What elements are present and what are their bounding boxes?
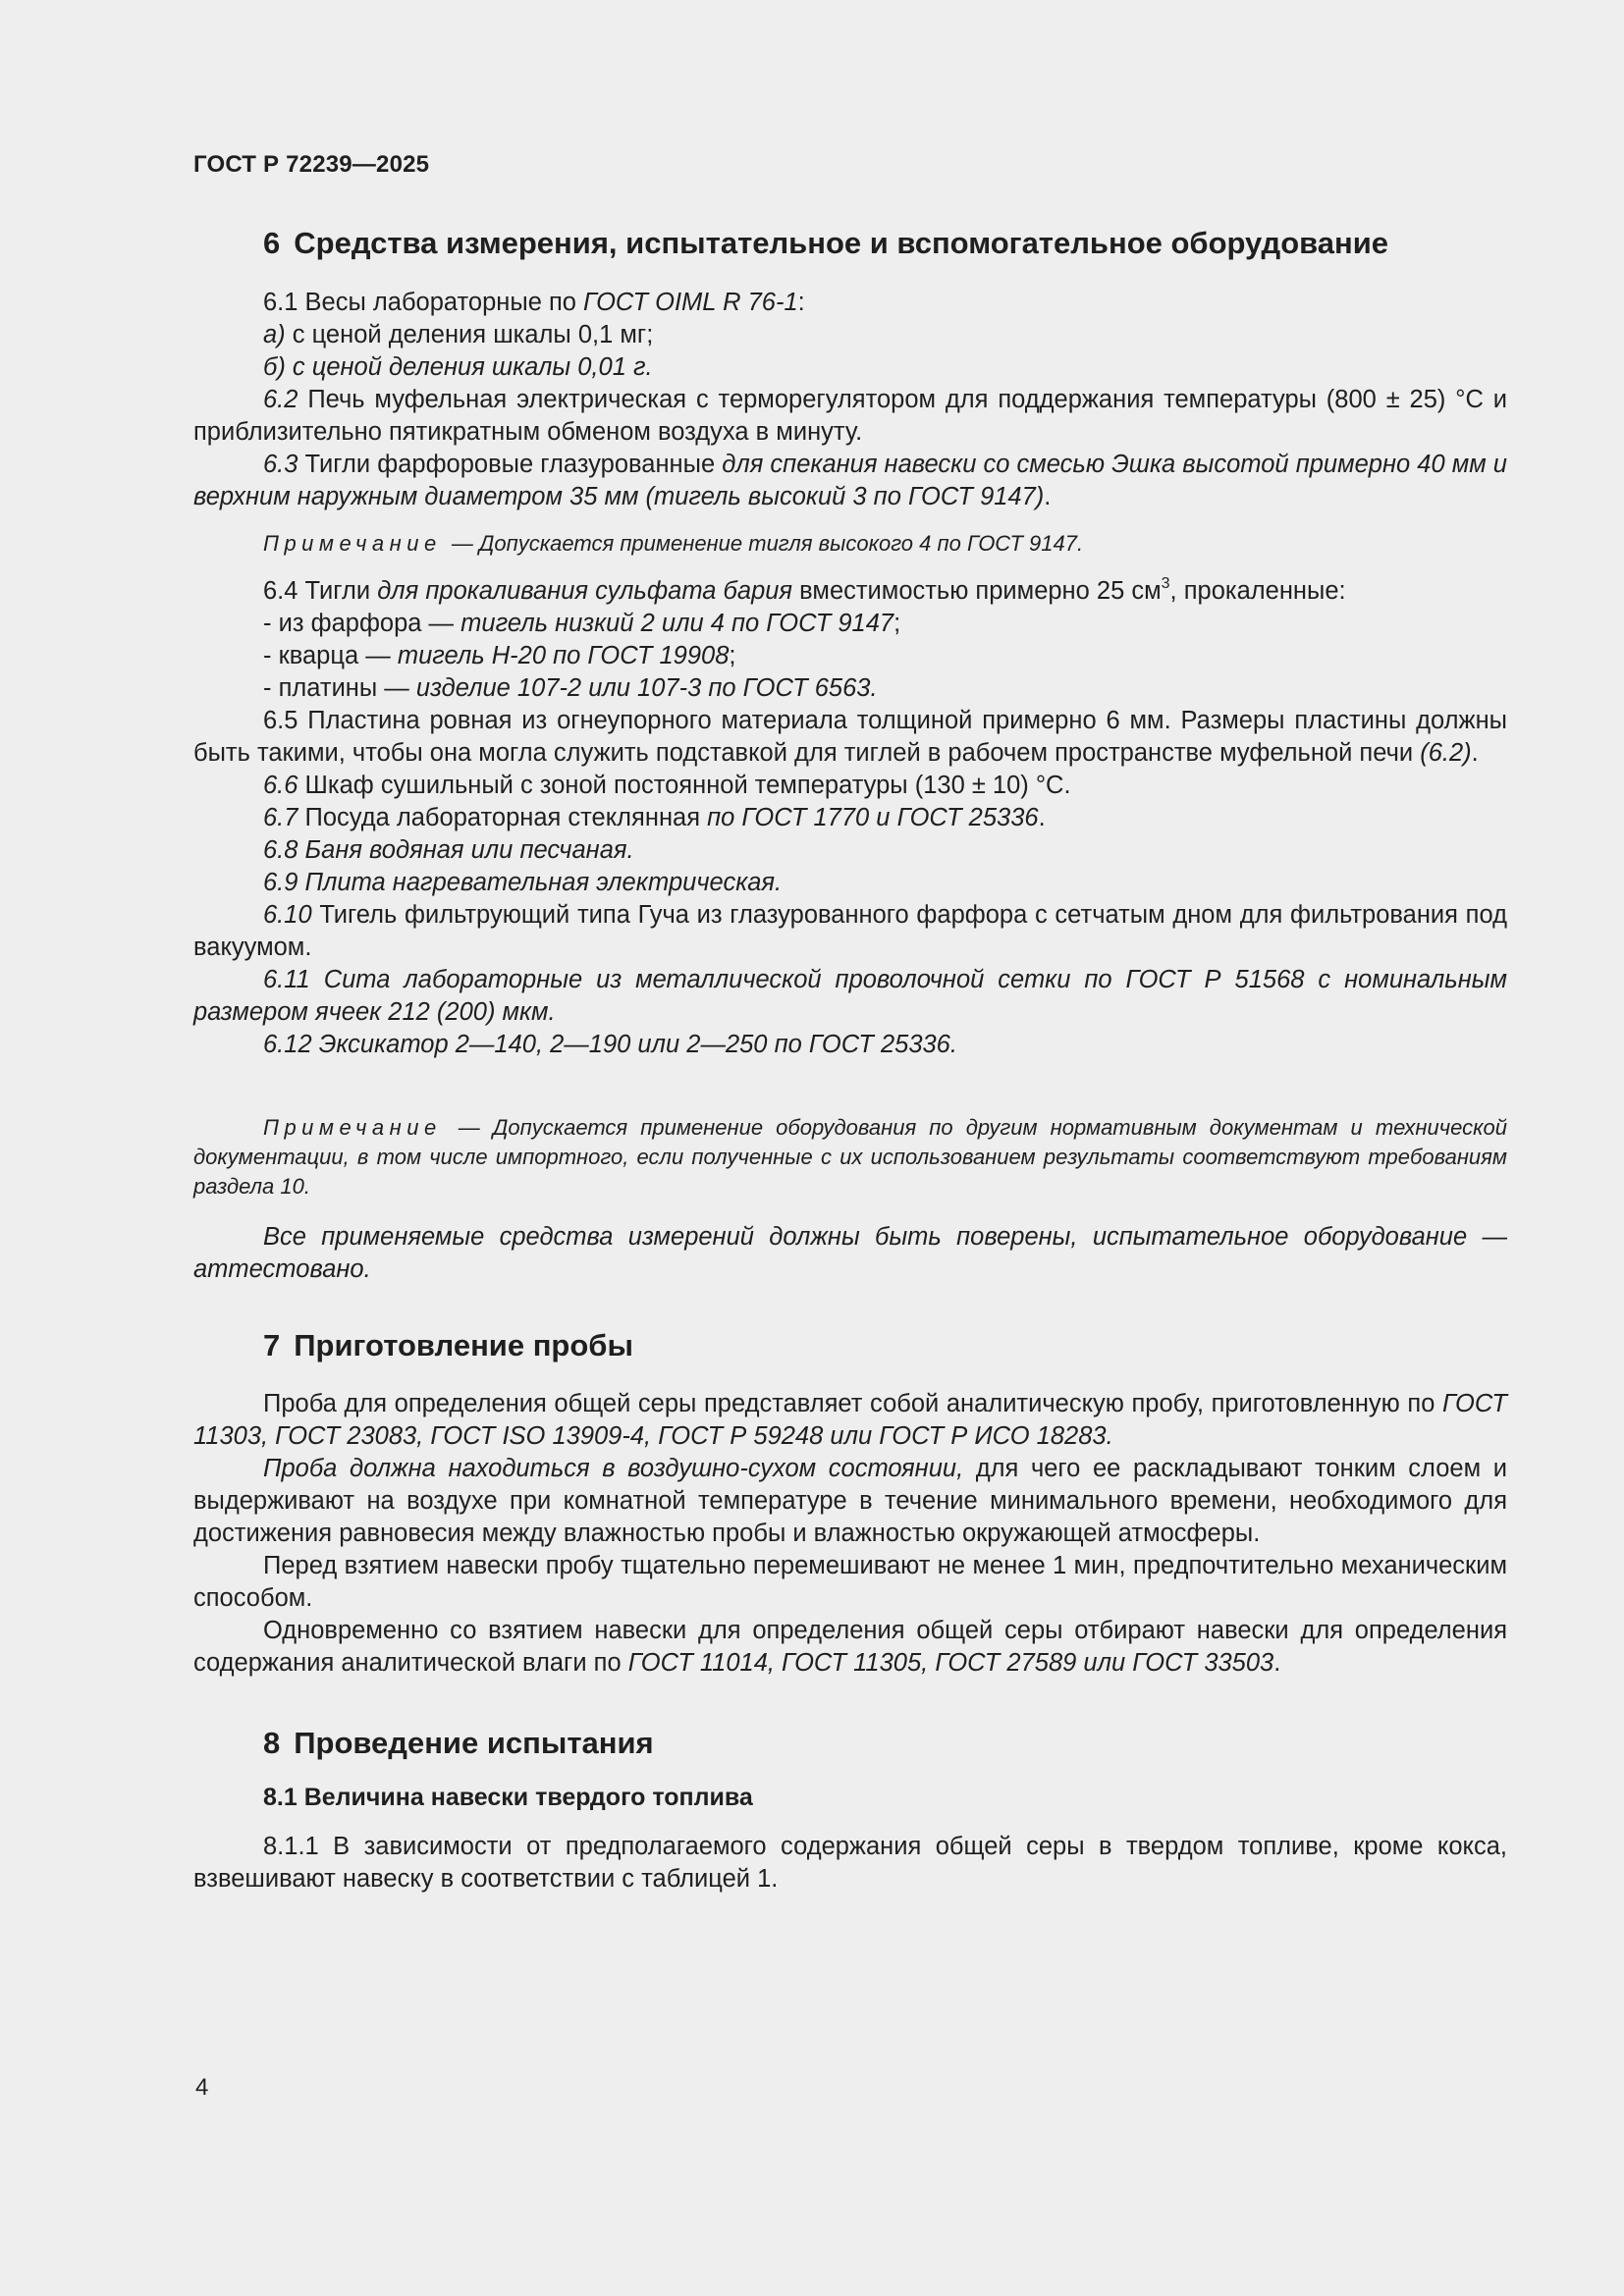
page-number: 4 xyxy=(195,2074,209,2101)
note-label: Примечание xyxy=(263,1115,442,1140)
text-run: ГОСТ 11014, ГОСТ 11305, ГОСТ 27589 или ГОСТ 33503 xyxy=(627,1649,1274,1677)
para-6-10 xyxy=(193,899,1507,964)
text-run: . xyxy=(1044,483,1052,510)
note-1 xyxy=(193,529,1507,559)
para-6-4-1 xyxy=(193,608,1507,640)
text-run: , прокаленные: xyxy=(1169,577,1346,605)
text-run: вместимостью примерно 25 см xyxy=(792,577,1162,605)
text-run: Тигель фильтрующий типа Гуча из глазурованного фарфора с сетчатым дном для фильтрования под вакуумом. xyxy=(193,901,1507,961)
note-2-para xyxy=(193,1113,1507,1201)
text-run: Проба для определения общей серы представляет собой аналитическую пробу, приготовленную по xyxy=(263,1390,1442,1417)
para-6-7 xyxy=(193,802,1507,834)
para-6-1-a xyxy=(193,319,1507,351)
text-run: изделие 107-2 или 107-3 по ГОСТ 6563. xyxy=(415,674,878,702)
para-8-1-1: 8.1.1 В зависимости от предполагаемого содержания общей серы в твердом топливе, кроме кокса, взвешивают навеску в соответствии с таблицей 1. xyxy=(193,1833,1507,1893)
para-verified: Все применяемые средства измерений должны быть поверены, испытательное оборудование — аттестовано. xyxy=(193,1223,1507,1283)
document-code: ГОСТ Р 72239—2025 xyxy=(193,151,430,178)
para-6-6 xyxy=(193,770,1507,802)
para-7-1 xyxy=(193,1388,1507,1453)
para-6-4 xyxy=(193,575,1507,608)
text-run: по ГОСТ 1770 и ГОСТ 25336 xyxy=(707,804,1039,831)
text-run: 6.2 xyxy=(263,386,298,413)
section-7-body xyxy=(193,1388,1507,1680)
text-run: тигель Н-20 по ГОСТ 19908 xyxy=(397,642,730,669)
section-8-title: Проведение испытания xyxy=(294,1726,654,1760)
text-run: : xyxy=(797,289,805,316)
text-run: ГОСТ 11303, ГОСТ 23083, ГОСТ ISO 13909-4, ГОСТ Р 59248 или ГОСТ Р ИСО 18283. xyxy=(193,1390,1507,1450)
para-6-12: 6.12 Эксикатор 2—140, 2—190 или 2—250 по ГОСТ 25336. xyxy=(263,1031,957,1058)
text-run: 6.4 Тигли xyxy=(263,577,378,605)
section-6-body-part2 xyxy=(193,575,1507,1061)
note-text: — Допускается применение оборудования по другим нормативным документам и технической документации, в том числе импортного, если полученные с их использованием результаты соответствуют требованиям раздела 10. xyxy=(193,1115,1507,1199)
text-run: ; xyxy=(729,642,736,669)
text-run: для спекания навески со смесью Эшка высотой примерно 40 мм и верхним наружным диаметром 35 мм (тигель высокий 3 по ГОСТ 9147) xyxy=(193,451,1507,510)
section-8-number: 8 xyxy=(263,1726,281,1760)
text-run: для прокаливания сульфата бария xyxy=(377,577,793,605)
para-7-4 xyxy=(193,1615,1507,1680)
para-6-3 xyxy=(193,449,1507,513)
note-label: Примечание xyxy=(263,531,442,556)
para-7-2 xyxy=(193,1453,1507,1550)
text-run: 6.7 xyxy=(263,804,298,831)
section-8-heading xyxy=(263,1726,654,1761)
text-run: Тигли фарфоровые глазурованные xyxy=(298,451,723,478)
section-8-body xyxy=(193,1831,1507,1896)
para-6-4-3 xyxy=(193,672,1507,705)
subsection-8-1-heading: 8.1 Величина навески твердого топлива xyxy=(263,1784,753,1811)
para-6-1-b: б) с ценой деления шкалы 0,01 г. xyxy=(263,353,653,381)
superscript: 3 xyxy=(1161,574,1170,592)
text-run: Шкаф сушильный с зоной постоянной температуры (130 ± 10) °С. xyxy=(298,772,1071,799)
section-6-body-part1 xyxy=(193,287,1507,513)
text-run: для чего ее раскладывают тонким слоем и выдерживают на воздухе при комнатной температуре в течение минимального времени, необходимого для достижения равновесия между влажностью пробы и влажностью окружающей атмосферы. xyxy=(193,1455,1507,1547)
para-6-5 xyxy=(193,705,1507,770)
text-run: с ценой деления шкалы 0,1 мг; xyxy=(285,321,654,348)
text-run: . xyxy=(1273,1649,1281,1677)
para-6-8: 6.8 Баня водяная или песчаная. xyxy=(263,836,634,864)
text-run: (6.2) xyxy=(1420,739,1472,767)
para-6-11: 6.11 Сита лабораторные из металлической проволочной сетки по ГОСТ Р 51568 с номинальным размером ячеек 212 (200) мкм. xyxy=(193,966,1507,1026)
para-6-1 xyxy=(193,287,1507,319)
para-6-2 xyxy=(193,384,1507,449)
text-run: ; xyxy=(893,610,901,637)
note-text: — Допускается применение тигля высокого 4 по ГОСТ 9147. xyxy=(445,531,1084,556)
text-run: Печь муфельная электрическая с терморегулятором для поддержания температуры (800 ± 25) °С и приблизительно пятикратным обменом воздуха в минуту. xyxy=(193,386,1507,446)
text-run: 6.10 xyxy=(263,901,312,929)
para-6-4-2 xyxy=(193,640,1507,672)
section-7-heading xyxy=(263,1328,633,1363)
section-7-number: 7 xyxy=(263,1328,281,1362)
note-1-para xyxy=(193,529,1507,559)
verification-statement xyxy=(193,1221,1507,1286)
text-run: 6.5 Пластина ровная из огнеупорного материала толщиной примерно 6 мм. Размеры пластины должны быть такими, чтобы она могла служить подставкой для тиглей в рабочем пространстве муфельной печи xyxy=(193,707,1507,767)
note-2 xyxy=(193,1113,1507,1201)
text-run: - кварца — xyxy=(263,642,398,669)
section-6-heading xyxy=(263,226,1388,261)
text-run: ГОСТ OIML R 76-1 xyxy=(583,289,798,316)
text-run: - платины — xyxy=(263,674,416,702)
text-run: . xyxy=(1471,739,1479,767)
text-run: - из фарфора — xyxy=(263,610,461,637)
text-run: 6.3 xyxy=(263,451,298,478)
text-run: Одновременно со взятием навески для определения общей серы отбирают навески для определения содержания аналитической влаги по xyxy=(193,1617,1507,1677)
section-6-title: Средства измерения, испытательное и вспомогательное оборудование xyxy=(294,226,1389,260)
text-run: тигель низкий 2 или 4 по ГОСТ 9147 xyxy=(460,610,894,637)
para-6-9: 6.9 Плита нагревательная электрическая. xyxy=(263,869,783,896)
text-run: 6.1 Весы лабораторные по xyxy=(263,289,584,316)
text-run: . xyxy=(1038,804,1046,831)
para-7-3: Перед взятием навески пробу тщательно перемешивают не менее 1 мин, предпочтительно механическим способом. xyxy=(193,1552,1507,1612)
text-run: Посуда лабораторная стеклянная xyxy=(298,804,708,831)
section-6-number: 6 xyxy=(263,226,281,260)
text-run: 6.6 xyxy=(263,772,298,799)
text-run: а) xyxy=(263,321,286,348)
section-7-title: Приготовление пробы xyxy=(294,1328,633,1362)
text-run: Проба должна находиться в воздушно-сухом состоянии, xyxy=(263,1455,964,1482)
